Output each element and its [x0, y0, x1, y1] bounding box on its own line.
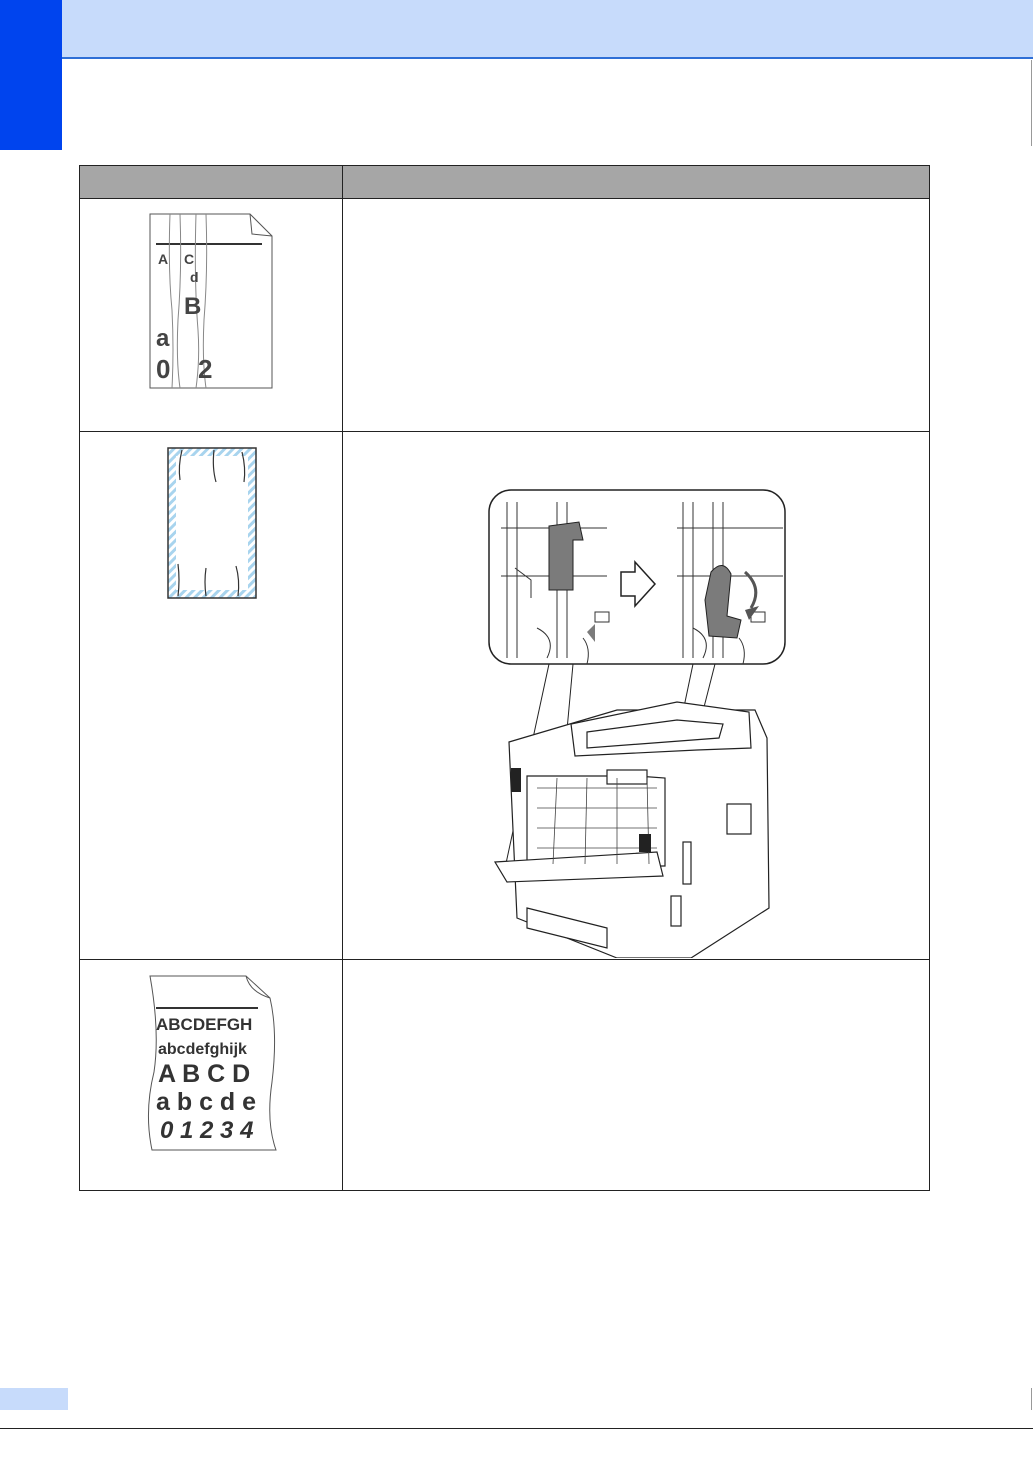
footer-edge-mark	[1031, 1388, 1032, 1410]
sample-char: A	[158, 251, 169, 267]
row-divider	[80, 959, 929, 960]
table-header	[80, 166, 929, 199]
creased-page-sample-image	[146, 210, 276, 390]
footer-tab	[0, 1388, 68, 1410]
sample-line: A B C D	[158, 1060, 251, 1088]
sample-line: 0 1 2 3 4	[160, 1117, 254, 1144]
printer-lever-illustration	[487, 488, 789, 958]
sample-char: C	[184, 251, 195, 267]
troubleshooting-table	[79, 165, 930, 1191]
page-edge-mark	[1031, 60, 1032, 146]
column-divider	[342, 166, 343, 1190]
sample-char: 2	[198, 354, 213, 384]
header-band	[62, 0, 1033, 59]
curled-page-sample-image	[146, 972, 282, 1154]
sample-line: abcdefghijk	[158, 1041, 247, 1058]
sample-char: d	[190, 269, 199, 285]
footer-rule	[0, 1428, 1033, 1429]
sample-line: ABCDEFGH	[156, 1015, 253, 1034]
sample-char: B	[184, 293, 202, 320]
sample-char: a	[156, 325, 170, 352]
row-divider	[80, 431, 929, 432]
chapter-tab	[0, 0, 62, 150]
envelope-crease-sample-image	[166, 446, 258, 600]
sample-line: a b c d e	[156, 1088, 257, 1116]
sample-char: 0	[156, 354, 171, 384]
